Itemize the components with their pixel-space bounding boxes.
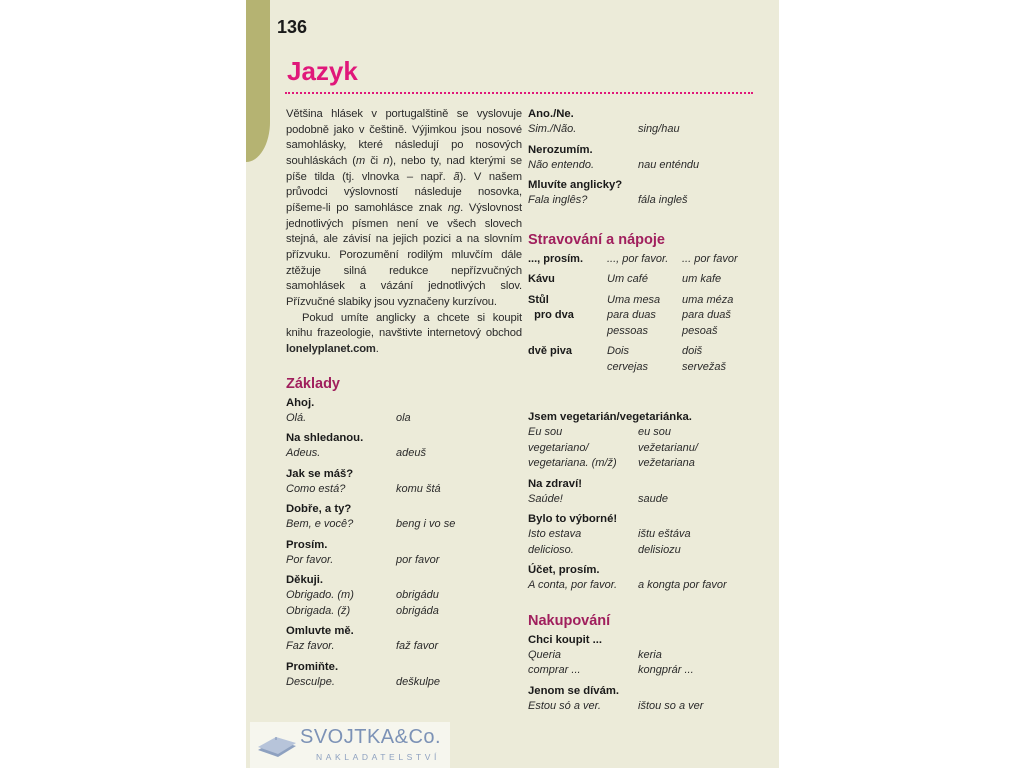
publisher-name: SVOJTKA&Co. — [300, 726, 442, 748]
phrase-portuguese: Bem, e você? — [286, 518, 354, 530]
phrase-czech: Mluvíte anglicky? — [528, 179, 623, 191]
phrase-pronunciation: uma méza para duaš pesoaš — [682, 293, 734, 337]
phrase-czech: Na zdraví! — [528, 477, 582, 490]
intro-paragraph-2 — [286, 311, 522, 358]
phrase-pronunciation: fála ingleš — [638, 194, 688, 206]
phrase-pronunciation: nau enténdu — [638, 158, 700, 171]
translation-row — [286, 604, 522, 620]
phrase-czech: Prosím. — [286, 538, 328, 551]
section-heading-shopping: Nakupování — [528, 612, 611, 629]
phrase-pronunciation: kongprár ... — [638, 664, 694, 676]
translation-row — [528, 527, 758, 543]
book-page — [246, 0, 779, 768]
food-grid-row — [528, 293, 758, 340]
phrase-portuguese: Eu sou — [528, 426, 563, 438]
phrase-pronunciation: komu štá — [396, 482, 441, 495]
phrase-item — [528, 107, 758, 138]
phrase-pronunciation: ... por favor — [682, 252, 738, 265]
phrase-item — [528, 563, 758, 594]
translation-row — [528, 578, 758, 594]
phrase-portuguese: Faz favor. — [286, 640, 335, 652]
phrase-item — [286, 396, 522, 427]
phrase-czech: dvě piva — [528, 345, 573, 357]
phrase-portuguese: Por favor. — [286, 553, 334, 566]
intro-text-run: Pokud umíte anglicky a chcete si koupit knihu frazeologie, navštivte internetový obchod — [286, 311, 522, 340]
translation-row — [286, 517, 522, 533]
phrase-portuguese: ..., por favor. — [607, 252, 669, 265]
intro-italic-run: n — [383, 154, 390, 167]
phrase-czech: Děkuji. — [286, 574, 324, 586]
phrase-item — [528, 178, 758, 209]
intro-text-run: ). V našem průvodci výslovností následuje nosovka, píšeme-li po samohlásce znak — [286, 170, 523, 214]
translation-row — [528, 492, 758, 508]
phrase-pronunciation: sing/hau — [638, 123, 680, 135]
translation-row — [528, 193, 758, 209]
phrase-item — [286, 502, 522, 533]
page-tab — [246, 0, 270, 162]
phrase-portuguese: comprar ... — [528, 664, 581, 676]
phrase-pronunciation: delisiozu — [638, 543, 681, 556]
phrase-portuguese: Uma mesa para duas pessoas — [607, 293, 661, 337]
translation-row — [286, 446, 522, 462]
intro-link-text: lonelyplanet.com — [286, 342, 376, 355]
phrase-item — [528, 633, 758, 679]
food-phrase-list — [528, 410, 758, 594]
intro-text-run: . Výslovnost jednotlivých písmen není ve všech slovech stejná, ale závisí na jejich pozici a na slovním přízvuku. Porozumění rodilým mluvčím dále ztěžuje silná redukce nepřízvučných samohlásek a vázání jednotlivých slov. Přízvučné slabiky jsou vyznačeny kurzívou. — [286, 201, 522, 308]
translation-row — [286, 588, 522, 604]
phrase-czech: Stůl pro dva — [528, 293, 574, 321]
phrase-portuguese: vegetariana. (m/ž) — [528, 457, 617, 469]
phrase-portuguese: Olá. — [286, 411, 307, 424]
phrase-item — [286, 538, 522, 569]
phrase-portuguese: Dois cervejas — [607, 345, 648, 373]
page-number: 136 — [277, 17, 308, 37]
intro-text — [286, 107, 522, 358]
phrase-portuguese: A conta, por favor. — [528, 579, 618, 591]
intro-text-run: . — [375, 342, 379, 355]
phrase-czech: Jenom se dívám. — [528, 684, 620, 697]
phrase-pronunciation: a kongta por favor — [638, 579, 727, 591]
translation-row — [528, 543, 758, 559]
phrase-czech: Účet, prosím. — [528, 564, 600, 576]
title-divider — [285, 92, 753, 94]
intro-text-run: Většina hlásek v portugalštině se vyslovuje podobně jako v češtině. Výjimkou jsou nosové samohlásky, které následují po nosových souhláskách ( — [286, 108, 522, 167]
phrase-item — [528, 143, 758, 174]
phrase-pronunciation: deškulpe — [396, 675, 441, 688]
food-grid-row — [528, 272, 758, 288]
translation-row — [286, 553, 522, 569]
publisher-subtitle: NAKLADATELSTVÍ — [316, 752, 440, 762]
phrase-pronunciation: um kafe — [682, 273, 722, 285]
phrase-czech: Chci koupit ... — [528, 633, 603, 646]
translation-row — [528, 122, 758, 138]
phrase-portuguese: Isto estava — [528, 528, 582, 540]
phrase-pronunciation: ola — [396, 411, 411, 424]
phrase-czech: Jak se máš? — [286, 467, 354, 480]
phrase-czech: Nerozumím. — [528, 143, 593, 156]
phrase-pronunciation: por favor — [396, 553, 440, 566]
phrase-czech: Dobře, a ty? — [286, 503, 352, 515]
phrase-item — [286, 624, 522, 655]
phrase-pronunciation: vežetarianu/ — [638, 441, 698, 454]
phrase-pronunciation: obrigáda — [396, 604, 439, 617]
phrase-czech: Promiňte. — [286, 660, 339, 673]
intro-italic-run: ng — [447, 201, 461, 214]
phrase-portuguese: Adeus. — [286, 447, 321, 459]
phrase-portuguese: Estou só a ver. — [528, 699, 601, 712]
translation-row — [528, 425, 758, 441]
phrase-pronunciation: eu sou — [638, 426, 672, 438]
phrase-item — [286, 431, 522, 462]
page-title: Jazyk — [287, 56, 358, 86]
section-heading-food: Stravování a nápoje — [528, 231, 665, 248]
phrase-pronunciation: saude — [638, 492, 668, 505]
phrase-czech: Na shledanou. — [286, 432, 364, 444]
phrase-czech: ..., prosím. — [528, 252, 584, 265]
phrase-pronunciation: ištou so a ver — [638, 699, 704, 712]
translation-row — [528, 441, 758, 457]
phrase-item — [528, 684, 758, 715]
phrase-portuguese: Saúde! — [528, 492, 563, 505]
phrase-item — [286, 573, 522, 619]
translation-row — [286, 675, 522, 691]
phrase-pronunciation: faž favor — [396, 640, 439, 652]
phrase-portuguese: Fala inglês? — [528, 194, 588, 206]
phrase-item — [286, 467, 522, 498]
phrase-pronunciation: beng i vo se — [396, 518, 456, 530]
phrase-item — [286, 660, 522, 691]
phrase-portuguese: delicioso. — [528, 543, 574, 556]
phrase-item — [528, 512, 758, 558]
phrase-czech: Omluvte mě. — [286, 625, 354, 637]
phrase-portuguese: Sim./Não. — [528, 123, 577, 135]
food-phrase-grid — [528, 252, 758, 376]
phrase-czech: Kávu — [528, 273, 555, 285]
basics-phrase-list — [286, 396, 522, 691]
intro-text-run: či — [365, 154, 384, 167]
phrase-czech: Ano./Ne. — [528, 108, 574, 120]
translation-row — [528, 456, 758, 472]
phrase-portuguese: Queria — [528, 648, 562, 661]
phrase-portuguese: vegetariano/ — [528, 441, 589, 454]
translation-row — [528, 699, 758, 715]
right-column — [528, 107, 758, 719]
phrase-pronunciation: doiš servežaš — [682, 345, 727, 373]
translation-row — [286, 639, 522, 655]
translation-row — [528, 648, 758, 664]
translation-row — [286, 482, 522, 498]
phrase-item — [528, 477, 758, 508]
publisher-watermark — [250, 722, 450, 768]
translation-row — [528, 158, 758, 174]
phrase-portuguese: Obrigada. (ž) — [286, 604, 351, 617]
phrase-czech: Jsem vegetarián/vegetariánka. — [528, 411, 692, 423]
food-grid-row — [528, 252, 758, 268]
intro-paragraph — [286, 107, 522, 311]
phrase-portuguese: Não entendo. — [528, 158, 595, 171]
phrase-pronunciation: ištu eštáva — [638, 528, 691, 540]
intro-italic-run: m — [355, 154, 366, 167]
intro-italic-run: ã — [453, 170, 460, 183]
phrase-portuguese: Obrigado. (m) — [286, 589, 354, 601]
phrase-portuguese: Um café — [607, 273, 648, 285]
phrase-portuguese: Como está? — [286, 482, 346, 495]
phrase-pronunciation: vežetariana — [638, 457, 695, 469]
left-column — [286, 107, 522, 695]
phrase-pronunciation: obrigádu — [396, 589, 439, 601]
book-logo-icon — [256, 730, 298, 758]
phrase-pronunciation: adeuš — [396, 447, 426, 459]
phrase-pronunciation: keria — [638, 648, 662, 661]
section-heading-basics: Základy — [286, 375, 340, 392]
phrase-portuguese: Desculpe. — [286, 675, 335, 688]
food-grid-row — [528, 344, 758, 375]
phrase-item — [528, 410, 758, 472]
intro-text-run: ), nebo ty, nad kterými se píše tilda (tj. vlnovka – např. — [286, 154, 523, 183]
translation-row — [286, 411, 522, 427]
phrase-czech: Bylo to výborné! — [528, 513, 618, 525]
phrase-czech: Ahoj. — [286, 396, 315, 409]
shopping-phrase-list — [528, 633, 758, 715]
general-phrase-list — [528, 107, 758, 209]
translation-row — [528, 663, 758, 679]
